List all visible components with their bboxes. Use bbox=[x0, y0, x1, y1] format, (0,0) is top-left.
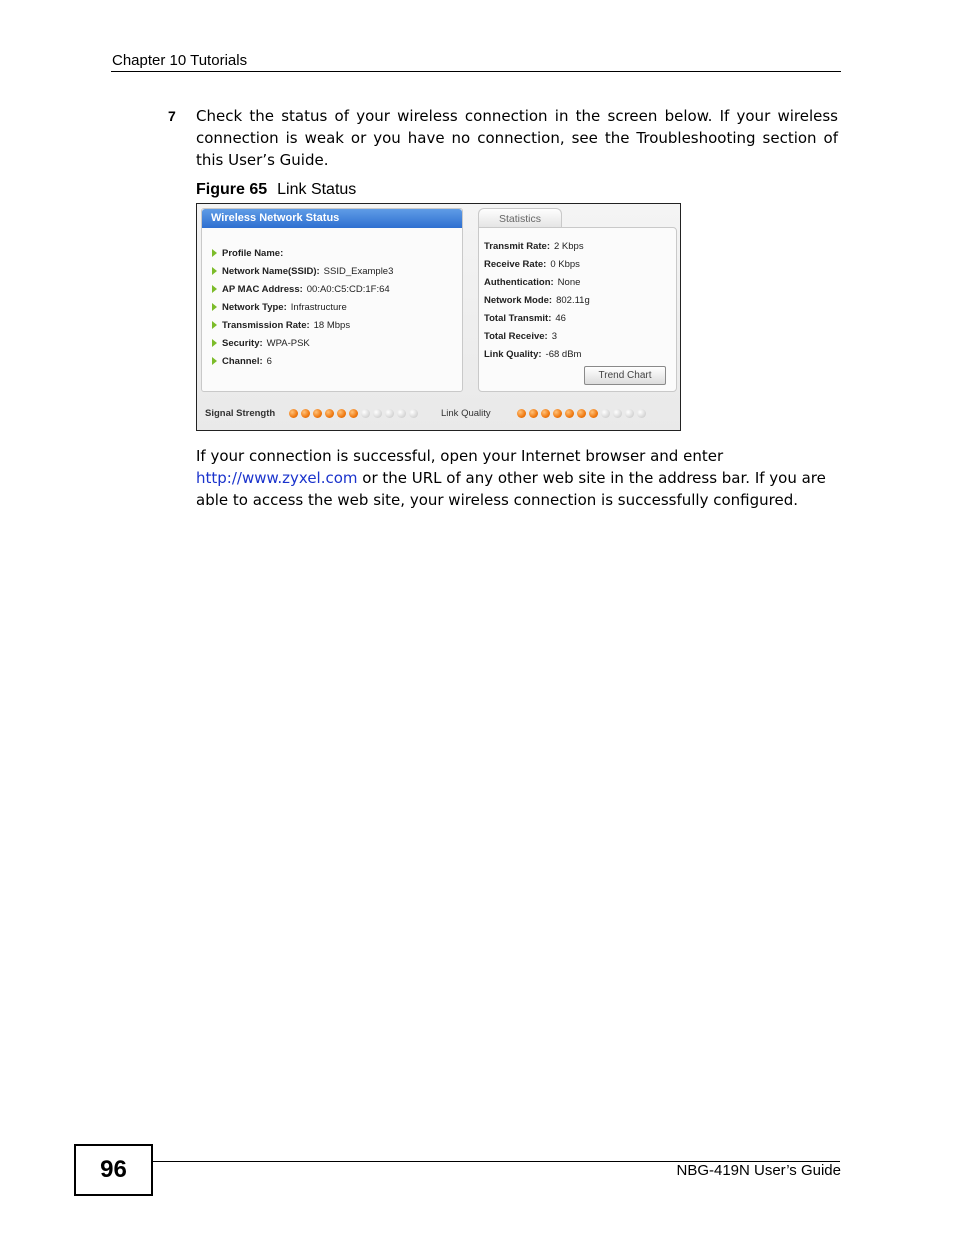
status-row bbox=[212, 317, 393, 335]
row-value: SSID_Example3 bbox=[323, 266, 394, 277]
meter-dot-off bbox=[637, 409, 646, 418]
row-value: 2 Kbps bbox=[554, 241, 584, 252]
meter-dot-on bbox=[565, 409, 574, 418]
signal-strength-meter bbox=[289, 409, 418, 418]
meter-dot-on bbox=[289, 409, 298, 418]
page-number: 96 bbox=[74, 1144, 153, 1196]
arrow-right-icon bbox=[212, 339, 217, 347]
statistics-panel bbox=[478, 227, 677, 392]
meter-dot-on bbox=[517, 409, 526, 418]
meter-bar bbox=[201, 402, 675, 428]
link-quality-label: Link Quality bbox=[441, 408, 491, 419]
paragraph-text-before: If your connection is successful, open your Internet browser and enter bbox=[196, 447, 724, 465]
meter-dot-on bbox=[301, 409, 310, 418]
row-label: Network Name(SSID): bbox=[222, 266, 320, 277]
row-label: Channel: bbox=[222, 356, 263, 367]
signal-strength-label: Signal Strength bbox=[205, 408, 276, 419]
meter-dot-off bbox=[613, 409, 622, 418]
meter-dot-off bbox=[409, 409, 418, 418]
figure-title: Link Status bbox=[277, 181, 357, 198]
status-row bbox=[212, 299, 393, 317]
row-label: Transmit Rate: bbox=[484, 241, 550, 252]
result-paragraph bbox=[196, 445, 840, 511]
wireless-status-rows bbox=[212, 245, 393, 371]
meter-dot-on bbox=[553, 409, 562, 418]
row-value: -68 dBm bbox=[545, 349, 582, 360]
stat-row bbox=[484, 292, 590, 310]
meter-dot-on bbox=[337, 409, 346, 418]
row-label: Security: bbox=[222, 338, 263, 349]
zyxel-link[interactable]: http://www.zyxel.com bbox=[196, 469, 358, 487]
arrow-right-icon bbox=[212, 357, 217, 365]
status-row bbox=[212, 281, 393, 299]
meter-dot-on bbox=[589, 409, 598, 418]
arrow-right-icon bbox=[212, 303, 217, 311]
row-label: Network Type: bbox=[222, 302, 287, 313]
stat-row bbox=[484, 346, 590, 364]
step-number: 7 bbox=[168, 108, 176, 124]
meter-dot-on bbox=[313, 409, 322, 418]
arrow-right-icon bbox=[212, 249, 217, 257]
row-value: 802.11g bbox=[556, 295, 590, 306]
link-quality-meter bbox=[517, 409, 646, 418]
meter-dot-off bbox=[625, 409, 634, 418]
meter-dot-off bbox=[385, 409, 394, 418]
meter-dot-on bbox=[541, 409, 550, 418]
stat-row bbox=[484, 238, 590, 256]
statistics-rows bbox=[484, 238, 590, 364]
row-label: Total Receive: bbox=[484, 331, 548, 342]
row-label: Total Transmit: bbox=[484, 313, 552, 324]
step-text: Check the status of your wireless connection in the screen below. If your wireless connection is weak or you have no connection, see the Troubleshooting section of this User’s Guide. bbox=[196, 107, 838, 169]
trend-chart-button[interactable]: Trend Chart bbox=[584, 366, 666, 385]
row-label: Profile Name: bbox=[222, 248, 284, 259]
row-value: 00:A0:C5:CD:1F:64 bbox=[306, 284, 390, 295]
arrow-right-icon bbox=[212, 321, 217, 329]
row-label: Transmission Rate: bbox=[222, 320, 310, 331]
meter-dot-off bbox=[361, 409, 370, 418]
guide-title: NBG-419N User’s Guide bbox=[676, 1162, 841, 1179]
row-value: None bbox=[557, 277, 581, 288]
wireless-status-title: Wireless Network Status bbox=[202, 209, 462, 228]
row-value: 18 Mbps bbox=[313, 320, 351, 331]
header-divider bbox=[111, 71, 841, 72]
meter-dot-off bbox=[373, 409, 382, 418]
meter-dot-on bbox=[349, 409, 358, 418]
figure-caption bbox=[196, 181, 356, 199]
row-label: Network Mode: bbox=[484, 295, 553, 306]
meter-dot-off bbox=[397, 409, 406, 418]
chapter-header: Chapter 10 Tutorials bbox=[112, 52, 248, 69]
arrow-right-icon bbox=[212, 267, 217, 275]
figure-label: Figure 65 bbox=[196, 181, 268, 198]
arrow-right-icon bbox=[212, 285, 217, 293]
meter-dot-on bbox=[529, 409, 538, 418]
wireless-network-status-panel bbox=[201, 208, 463, 392]
row-value: WPA-PSK bbox=[266, 338, 310, 349]
stat-row bbox=[484, 256, 590, 274]
row-value: 0 Kbps bbox=[550, 259, 580, 270]
row-label: AP MAC Address: bbox=[222, 284, 303, 295]
row-value: 6 bbox=[266, 356, 272, 367]
status-row bbox=[212, 245, 393, 263]
link-status-screenshot bbox=[196, 203, 681, 431]
status-row bbox=[212, 335, 393, 353]
meter-dot-on bbox=[577, 409, 586, 418]
tab-statistics[interactable]: Statistics bbox=[478, 208, 562, 229]
stat-row bbox=[484, 274, 590, 292]
stat-row bbox=[484, 310, 590, 328]
meter-dot-on bbox=[325, 409, 334, 418]
row-value: 3 bbox=[551, 331, 558, 342]
row-value: 46 bbox=[555, 313, 566, 324]
meter-dot-off bbox=[601, 409, 610, 418]
status-row bbox=[212, 353, 393, 371]
row-label: Receive Rate: bbox=[484, 259, 547, 270]
row-label: Authentication: bbox=[484, 277, 554, 288]
paragraph-text-after: or the URL of any other web site in the address bar. If you are able to access the web site, your wireless connection is successfully configured. bbox=[196, 469, 826, 509]
row-value: Infrastructure bbox=[290, 302, 347, 313]
row-label: Link Quality: bbox=[484, 349, 542, 360]
stat-row bbox=[484, 328, 590, 346]
status-row bbox=[212, 263, 393, 281]
